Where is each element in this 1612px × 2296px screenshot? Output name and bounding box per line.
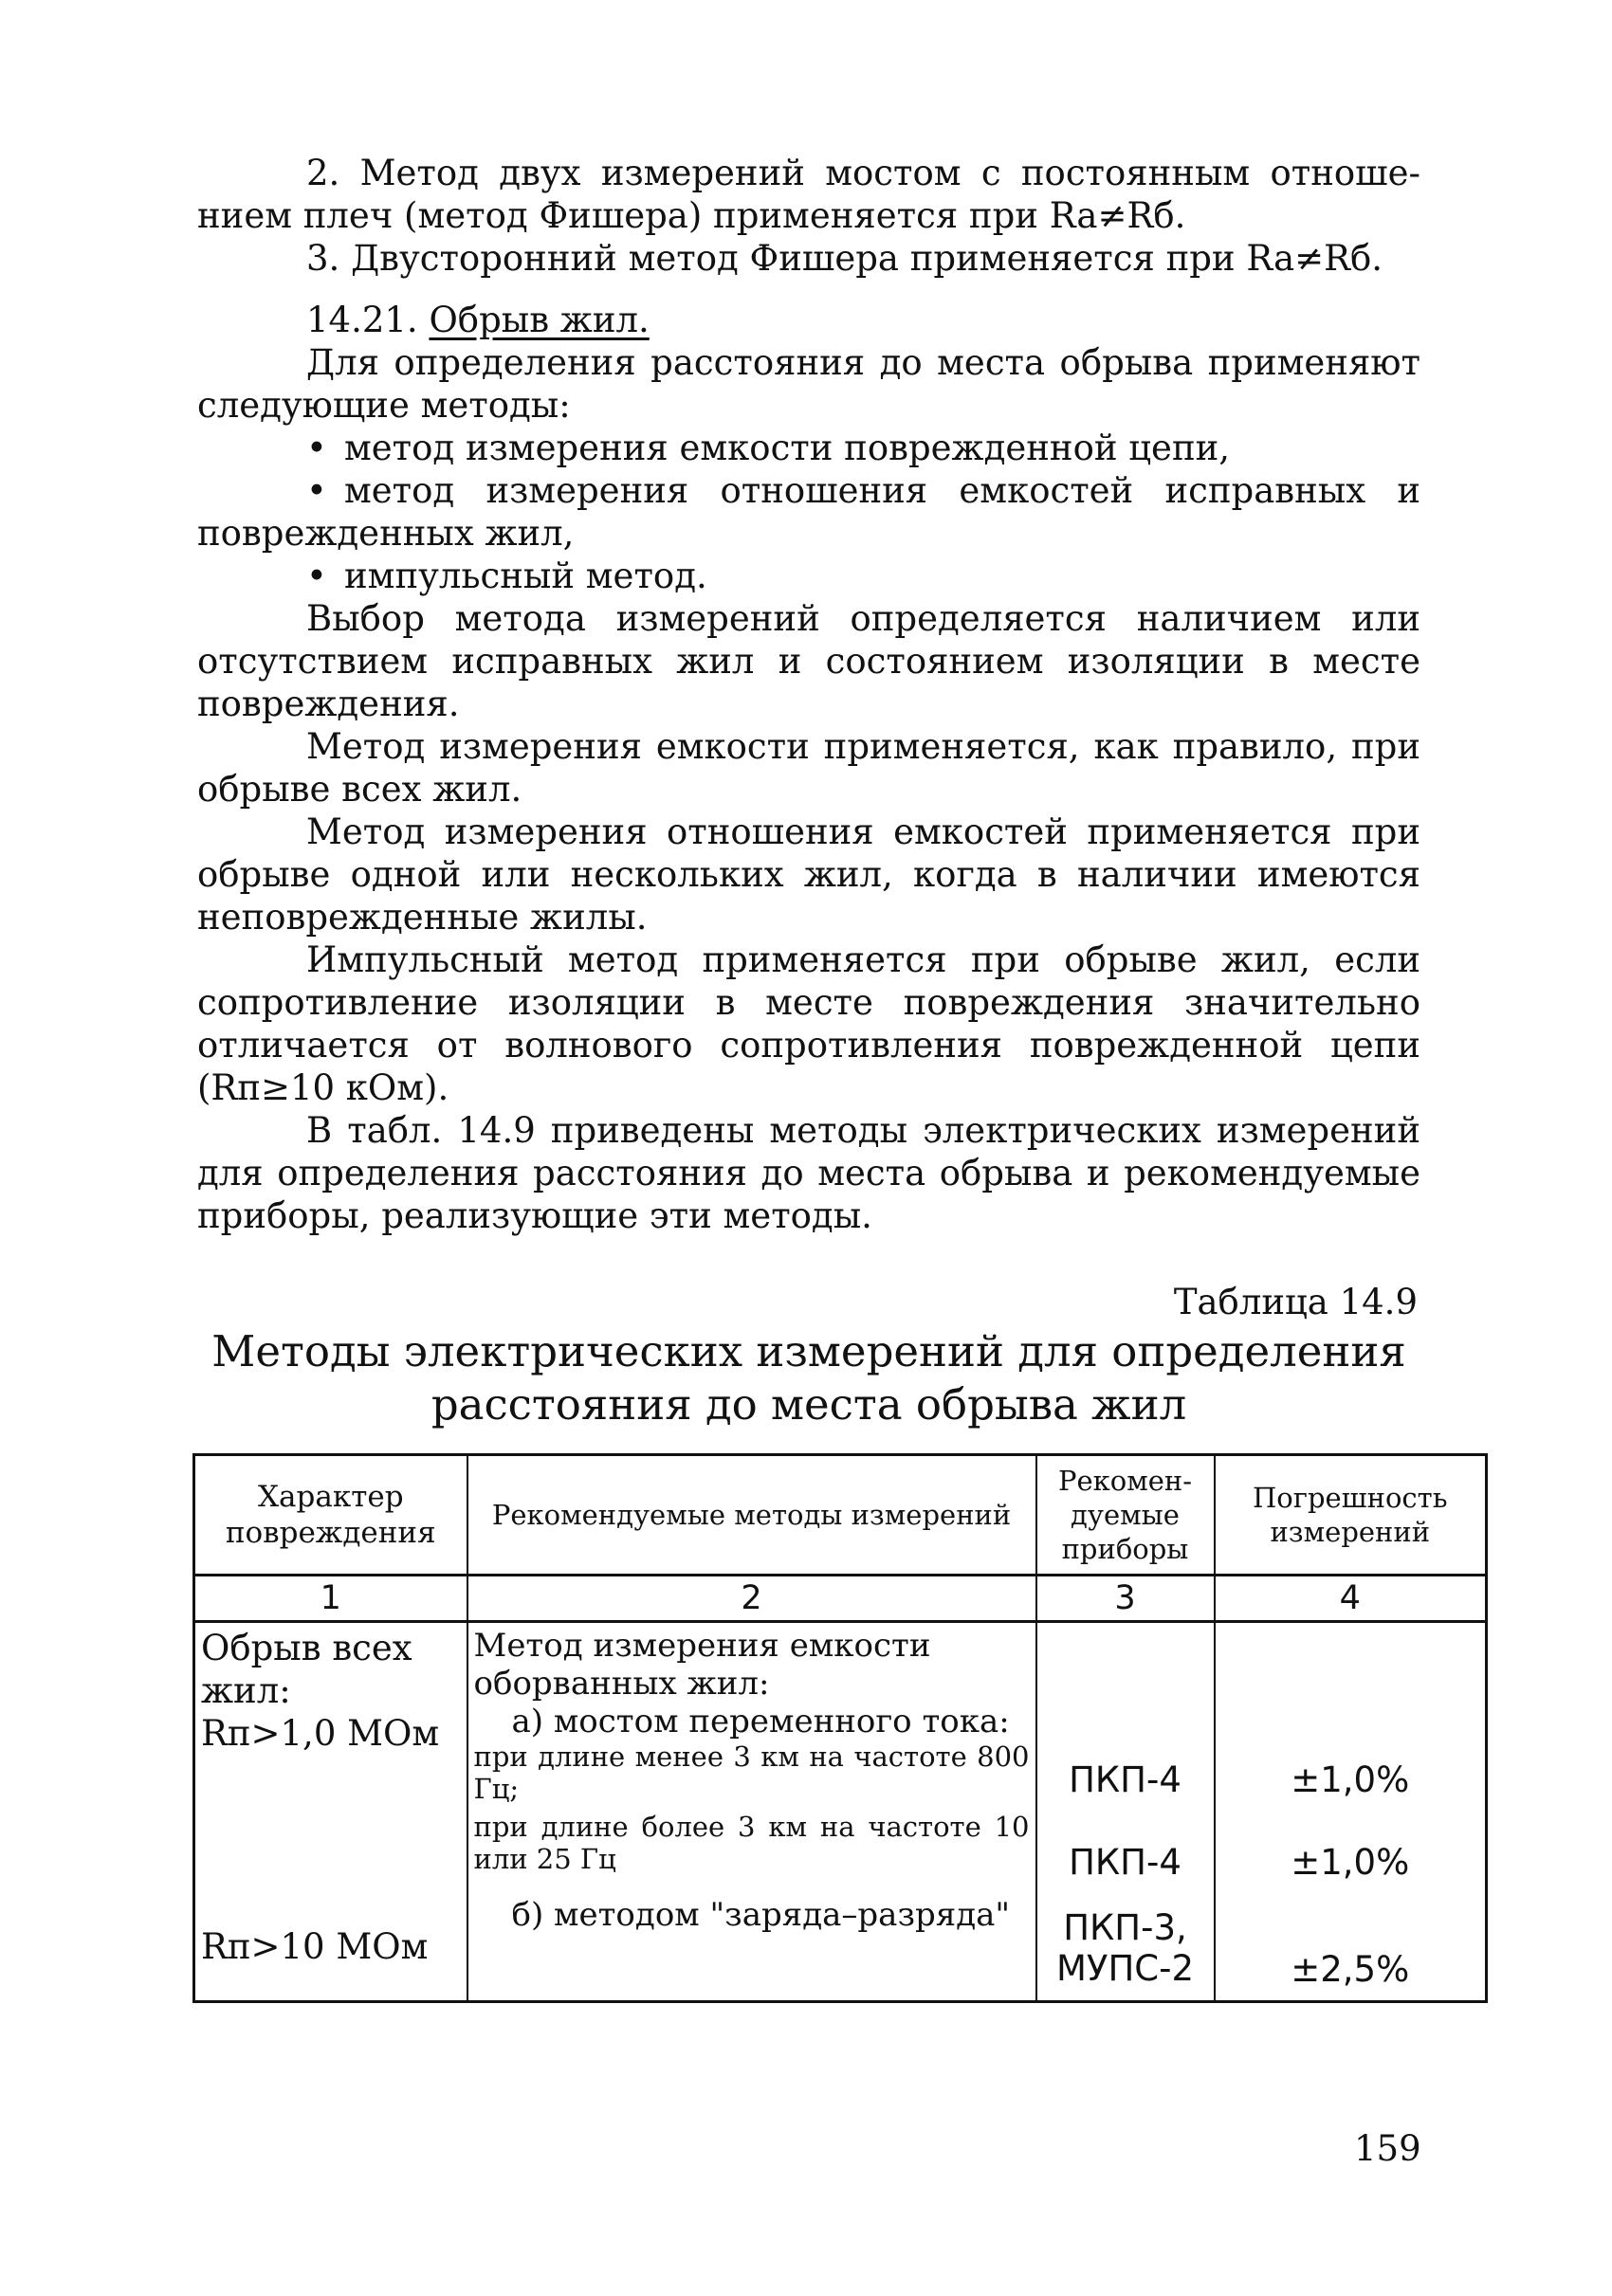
paragraph-method-choice: Выбор метода измерений определяется наличием или отсутствием исправных жил и состоянием изоляции в месте повреждения. [197, 598, 1420, 724]
paragraph-pulse-method: Импульсный метод применяется при обрыве жил, если сопротивление изоляции в месте повреждения значительно отличается от волнового сопротивления поврежденной цепи (Rп≥10 кОм). [197, 939, 1420, 1108]
body-text [197, 152, 1420, 1237]
list-item: • метод измерения отношения емкостей исправных и поврежденных жил, [197, 470, 1420, 554]
bullet-icon: • [306, 428, 327, 468]
paragraph-capacitance-ratio: Метод измерения отношения емкостей применяется при обрыве одной или нескольких жил, когда в наличии имеются неповрежденные жилы. [197, 811, 1420, 938]
bullet-icon: • [306, 470, 327, 511]
bullet-icon: • [306, 556, 327, 596]
paragraph-table-reference: В табл. 14.9 приведены методы электрических измерений для определения расстояния до места обрыва и рекомендуемые приборы, реализующие эти методы. [197, 1110, 1420, 1236]
paragraph-methods-intro: Для определения расстояния до места обрыва применяют следующие методы: [197, 342, 1420, 426]
cell-devices: ПКП-4 ПКП-4 ПКП-3, МУПС-2 [1036, 1622, 1215, 2002]
error-b: ±2,5% [1291, 1949, 1410, 1990]
section-number: 14.21. [306, 300, 430, 340]
paragraph-two-sided-fisher: 3. Двусторонний метод Фишера применяется при Ra≠Rб. [306, 238, 1383, 279]
error-a2: ±1,0% [1291, 1842, 1410, 1883]
column-number: 2 [467, 1576, 1036, 1622]
table-label: Таблица 14.9 [1173, 1282, 1418, 1322]
error-a1: ±1,0% [1291, 1759, 1410, 1800]
cell-damage-type-2: Rп>10 МОм [201, 1926, 429, 1967]
header-devices: Рекомендуемые приборы [1036, 1455, 1215, 1576]
cell-errors [1215, 1622, 1487, 2002]
header-error: Погрешность измерений [1215, 1455, 1487, 1576]
cell-damage-type: Обрыв всех жил: Rп>1,0 МОм Rп>10 МОм [194, 1622, 467, 2002]
column-number: 3 [1036, 1576, 1215, 1622]
header-damage-type: Характер повреждения [194, 1455, 467, 1576]
table-title: Методы электрических измерений для определения расстояния до места обрыва жил [211, 1326, 1406, 1430]
paragraph-capacitance: Метод измерения емкости применяется, как правило, при обрыве всех жил. [197, 726, 1420, 810]
methods-list [197, 427, 1420, 597]
list-item: • метод измерения емкости поврежденной цепи, [306, 428, 1231, 468]
cell-methods: Метод измерения емкости оборванных жил: а) мостом переменного тока: при длине менее 3 км на частоте 800 Гц; при длине более 3 км на частоте 10 или 25 Гц б) методом "заряда–разряда" [467, 1622, 1036, 2002]
column-number: 1 [194, 1576, 467, 1622]
device-a1: ПКП-4 [1069, 1759, 1182, 1800]
paragraph-fisher-method: 2. Метод двух измерений мостом с постоянным отношением плеч (метод Фишера) применяется при Ra≠Rб. [197, 153, 1420, 236]
table-row [194, 1622, 1487, 2002]
header-methods: Рекомендуемые методы измерений [467, 1455, 1036, 1576]
device-a2: ПКП-4 [1069, 1842, 1182, 1883]
page-number: 159 [1354, 2128, 1421, 2169]
section-title: Обрыв жил. [429, 300, 650, 340]
column-number: 4 [1215, 1576, 1487, 1622]
section-heading [197, 299, 1420, 341]
device-b: ПКП-3, [1063, 1907, 1187, 1948]
list-item: • импульсный метод. [306, 556, 707, 596]
methods-table [192, 1453, 1488, 2003]
